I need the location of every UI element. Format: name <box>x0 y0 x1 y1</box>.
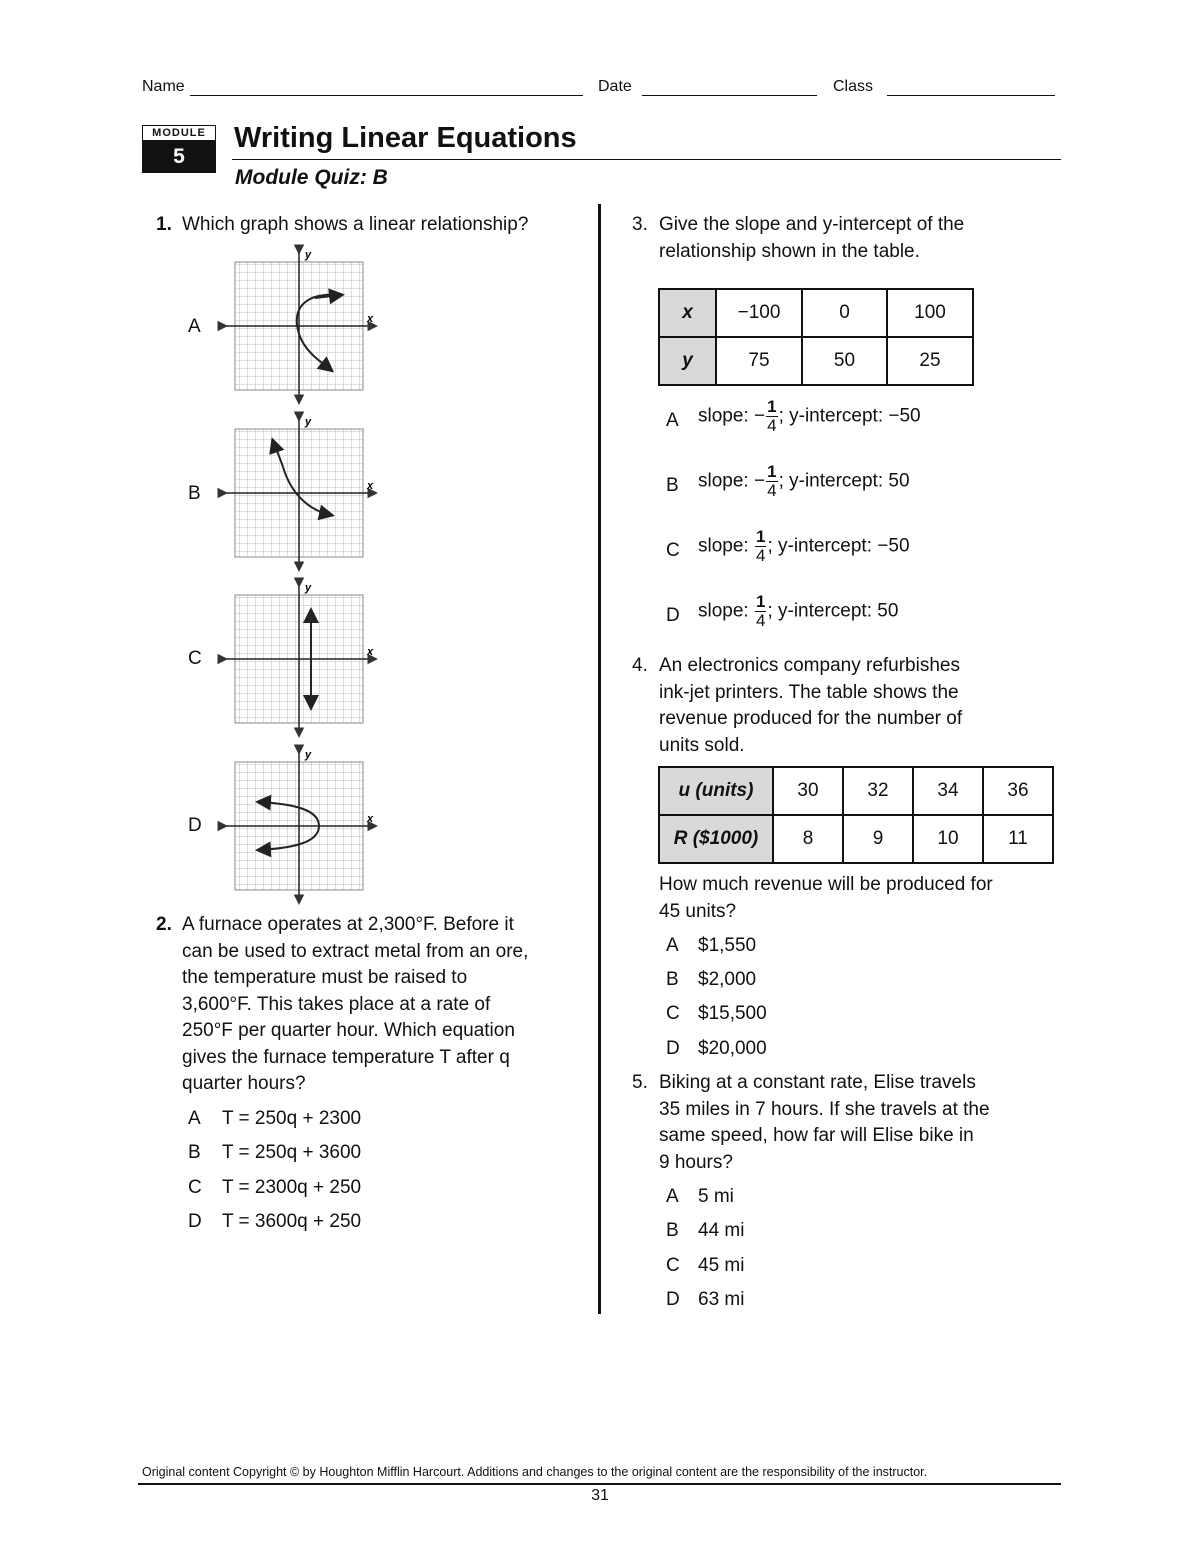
q2-number: 2. <box>156 914 172 935</box>
table-cell <box>659 767 773 815</box>
q2-line: gives the furnace temperature T after q <box>182 1046 510 1068</box>
graph-a-x-label: x <box>367 313 374 325</box>
slope-label: slope: <box>698 470 749 492</box>
q5-option-c-letter[interactable]: C <box>666 1255 680 1276</box>
q2-option-c-letter[interactable]: C <box>188 1177 202 1198</box>
graph-b-y-label: y <box>305 416 312 428</box>
slope-sign: − <box>753 470 766 492</box>
table-cell: 25 <box>887 337 973 385</box>
slope-label: slope: <box>698 405 749 427</box>
q2-option-b-letter[interactable]: B <box>188 1142 201 1163</box>
table-cell: 9 <box>843 815 913 863</box>
q5-option-b-text[interactable]: 44 mi <box>698 1220 745 1241</box>
module-badge <box>142 125 216 173</box>
q2-text <box>182 912 592 1098</box>
q5-option-b-letter[interactable]: B <box>666 1220 679 1241</box>
q2-option-a-letter[interactable]: A <box>188 1108 201 1129</box>
q4-option-b-letter[interactable]: B <box>666 969 679 990</box>
q3-option-a-text[interactable] <box>698 398 921 435</box>
q2-option-d-text[interactable]: T = 3600q + 250 <box>222 1211 362 1232</box>
module-number: 5 <box>142 141 216 173</box>
intercept-value: −50 <box>888 405 921 427</box>
q4-option-b-text[interactable]: $2,000 <box>698 969 757 990</box>
table-row <box>659 767 1053 815</box>
table-cell: 8 <box>773 815 843 863</box>
table-cell: −100 <box>716 289 802 337</box>
q5-option-c-text[interactable]: 45 mi <box>698 1255 745 1276</box>
q4-option-d-letter[interactable]: D <box>666 1038 680 1059</box>
q4-question-line: How much revenue will be produced for <box>659 874 993 895</box>
q4-line: ink-jet printers. The table shows the <box>659 681 959 703</box>
footer-rule <box>138 1483 1061 1485</box>
slope-fraction <box>766 398 777 435</box>
q4-question-line: 45 units? <box>659 900 737 922</box>
graph-b-x-label: x <box>367 480 374 492</box>
q3-option-b-letter[interactable]: B <box>666 475 679 496</box>
column-divider <box>598 204 601 1314</box>
class-label: Class <box>833 78 874 95</box>
q5-number: 5. <box>632 1072 648 1093</box>
class-field[interactable] <box>887 95 1055 96</box>
q5-line: 35 miles in 7 hours. If she travels at the <box>659 1098 990 1120</box>
q3-option-d-letter[interactable]: D <box>666 605 680 626</box>
q2-line: can be used to extract metal from an ore, <box>182 940 529 962</box>
page-title: Writing Linear Equations <box>234 122 577 154</box>
q5-line: same speed, how far will Elise bike in <box>659 1125 974 1146</box>
q4-table <box>658 766 1054 864</box>
q2-line: 250°F per quarter hour. Which equation <box>182 1020 515 1041</box>
table-cell: 50 <box>802 337 887 385</box>
slope-sign: − <box>753 405 766 427</box>
intercept-label: ; y-intercept: <box>778 405 884 427</box>
intercept-value: 50 <box>877 600 899 622</box>
q4-line: units sold. <box>659 734 745 756</box>
q2-option-b-text[interactable]: T = 250q + 3600 <box>222 1142 362 1163</box>
page-subtitle: Module Quiz: B <box>235 166 388 189</box>
q4-line: An electronics company refurbishes <box>659 655 960 676</box>
q2-line: A furnace operates at 2,300°F. Before it <box>182 914 514 935</box>
q3-line: Give the slope and y-intercept of the <box>659 214 965 235</box>
q1-option-a-label[interactable]: A <box>188 316 201 337</box>
intercept-label: ; y-intercept: <box>767 600 872 622</box>
slope-fraction <box>755 593 766 630</box>
table-cell: 30 <box>773 767 843 815</box>
q5-option-a-text[interactable]: 5 mi <box>698 1186 734 1207</box>
q1-option-b-label[interactable]: B <box>188 483 201 504</box>
q3-option-c-letter[interactable]: C <box>666 540 680 561</box>
fraction-numerator: 1 <box>755 592 766 611</box>
q5-option-d-letter[interactable]: D <box>666 1289 680 1310</box>
q4-option-d-text[interactable]: $20,000 <box>698 1038 767 1059</box>
table-cell: 10 <box>913 815 983 863</box>
slope-fraction <box>755 528 766 565</box>
q3-option-a-letter[interactable]: A <box>666 410 679 431</box>
q4-line: revenue produced for the number of <box>659 708 963 729</box>
table-row <box>659 289 973 337</box>
graph-a <box>225 249 375 402</box>
table-header-text: u (units) <box>678 780 754 801</box>
q3-line: relationship shown in the table. <box>659 240 920 262</box>
date-label: Date <box>598 78 632 95</box>
slope-label: slope: <box>698 600 749 622</box>
graph-c-x-label: x <box>367 646 374 658</box>
fraction-numerator: 1 <box>767 462 777 481</box>
fraction-numerator: 1 <box>767 397 777 416</box>
q2-option-d-letter[interactable]: D <box>188 1211 202 1232</box>
graph-c <box>225 582 375 735</box>
table-header-text: R ($1000) <box>673 828 759 849</box>
q4-option-c-text[interactable]: $15,500 <box>698 1003 767 1024</box>
q4-option-c-letter[interactable]: C <box>666 1003 680 1024</box>
date-field[interactable] <box>642 95 817 96</box>
q3-text <box>659 212 1059 265</box>
q2-option-c-text[interactable]: T = 2300q + 250 <box>222 1177 362 1198</box>
q1-number: 1. <box>156 214 172 235</box>
q2-line: quarter hours? <box>182 1073 306 1094</box>
graph-d-y-label: y <box>305 749 312 761</box>
q2-line: 3,600°F. This takes place at a rate of <box>182 993 491 1015</box>
graph-d <box>225 749 375 902</box>
page-number: 31 <box>591 1487 609 1504</box>
table-cell: x <box>659 289 716 337</box>
fraction-numerator: 1 <box>755 527 766 546</box>
intercept-label: ; y-intercept: <box>778 470 884 492</box>
q5-line: 9 hours? <box>659 1151 733 1173</box>
q3-table <box>658 288 974 386</box>
table-cell: 32 <box>843 767 913 815</box>
q3-number: 3. <box>632 214 648 235</box>
fraction-denominator: 4 <box>767 416 777 435</box>
fraction-denominator: 4 <box>767 481 777 500</box>
q3-option-b-text[interactable] <box>698 463 910 500</box>
q1-option-c-label[interactable]: C <box>188 648 202 669</box>
q3-option-c-text[interactable] <box>698 528 910 565</box>
q5-option-d-text[interactable]: 63 mi <box>698 1289 745 1310</box>
q1-graphs <box>215 240 395 910</box>
name-label: Name <box>142 78 185 95</box>
fraction-denominator: 4 <box>755 546 766 565</box>
title-rule <box>232 159 1061 160</box>
q4-question <box>659 872 1059 925</box>
graph-a-y-label: y <box>305 249 312 261</box>
q1-text: Which graph shows a linear relationship? <box>182 214 529 235</box>
graph-d-x-label: x <box>367 813 374 825</box>
table-row <box>659 815 1053 863</box>
table-cell: 0 <box>802 289 887 337</box>
intercept-value: 50 <box>888 470 910 492</box>
q5-line: Biking at a constant rate, Elise travels <box>659 1072 976 1093</box>
intercept-label: ; y-intercept: <box>767 535 872 557</box>
q4-option-a-text[interactable]: $1,550 <box>698 935 757 956</box>
fraction-denominator: 4 <box>755 611 766 630</box>
q5-text <box>659 1070 1059 1176</box>
slope-fraction <box>766 463 777 500</box>
table-cell: 34 <box>913 767 983 815</box>
table-cell: 11 <box>983 815 1053 863</box>
table-cell: 75 <box>716 337 802 385</box>
slope-label: slope: <box>698 535 749 557</box>
table-cell <box>659 815 773 863</box>
q4-option-a-letter[interactable]: A <box>666 935 679 956</box>
q1-option-d-label[interactable]: D <box>188 815 202 836</box>
table-row <box>659 337 973 385</box>
graph-b <box>225 416 375 569</box>
table-cell: y <box>659 337 716 385</box>
q5-option-a-letter[interactable]: A <box>666 1186 679 1207</box>
copyright-text: Original content Copyright © by Houghton Mifflin Harcourt. Additions and changes to the original content are the responsibility of the instructor. <box>142 1465 928 1479</box>
q2-option-a-text[interactable]: T = 250q + 2300 <box>222 1108 362 1129</box>
graph-c-y-label: y <box>305 582 312 594</box>
table-cell: 36 <box>983 767 1053 815</box>
name-field[interactable] <box>190 95 583 96</box>
module-label: MODULE <box>142 125 216 141</box>
q3-option-d-text[interactable] <box>698 593 898 630</box>
intercept-value: −50 <box>877 535 910 557</box>
q4-text <box>659 653 1059 759</box>
q2-line: the temperature must be raised to <box>182 967 468 988</box>
table-cell: 100 <box>887 289 973 337</box>
q4-number: 4. <box>632 655 648 676</box>
